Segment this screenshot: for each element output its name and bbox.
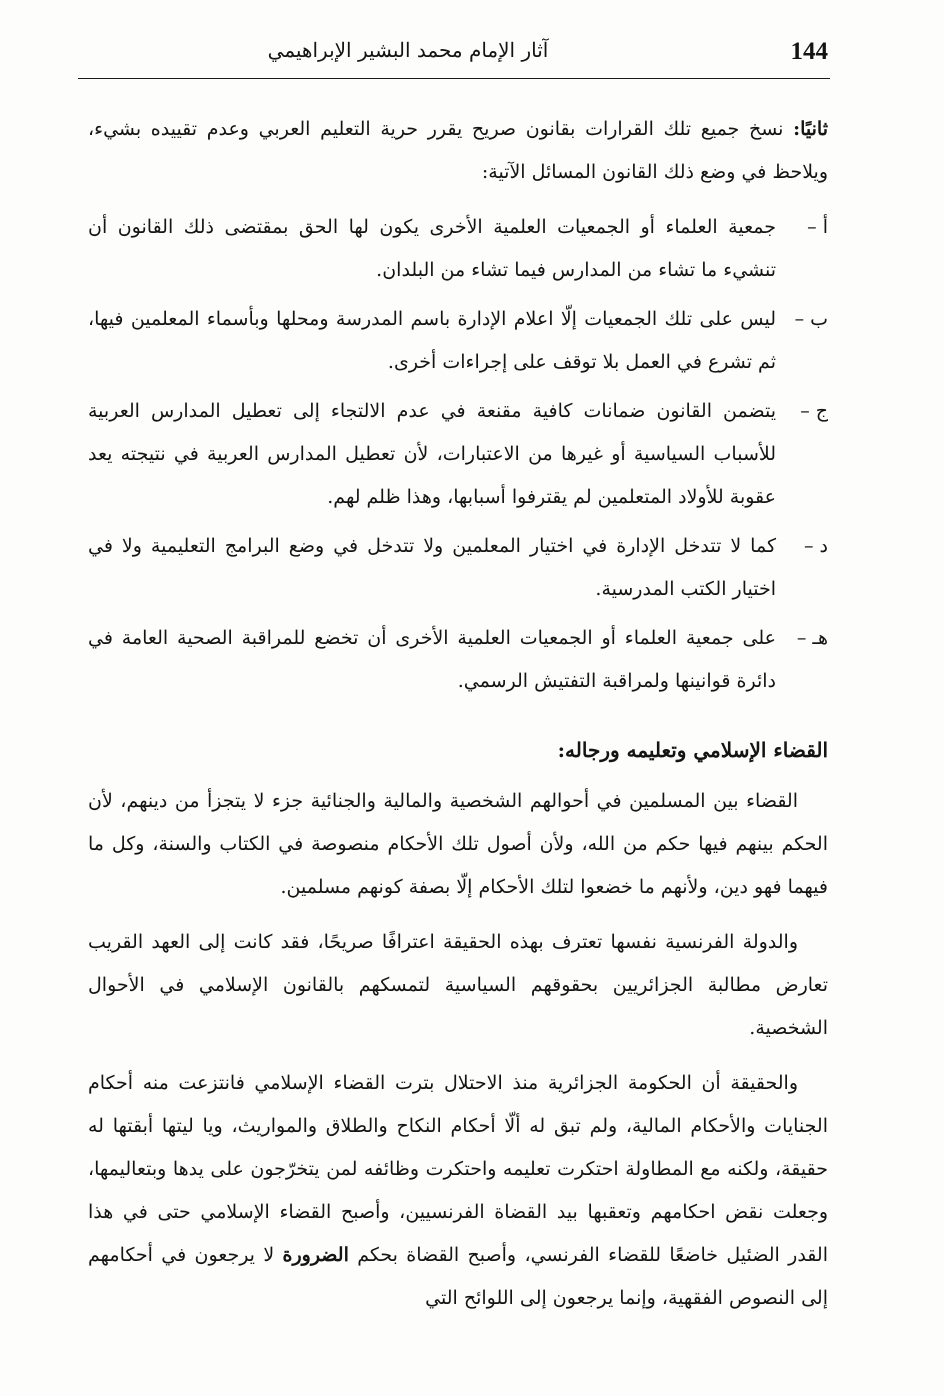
list-marker: أ – bbox=[807, 216, 828, 238]
intro-label: ثانيًا: bbox=[793, 118, 828, 140]
page-number: 144 bbox=[790, 38, 828, 65]
page-header bbox=[78, 28, 830, 79]
list-marker: ج – bbox=[800, 400, 828, 422]
intro-text: نسخ جميع تلك القرارات بقانون صريح يقرر حرية التعليم العربي وعدم تقييده بشيء، ويلاحظ في وضع ذلك القانون المسائل الآتية: bbox=[88, 118, 828, 183]
body-paragraph: والدولة الفرنسية نفسها تعترف بهذه الحقيقة اعترافًا صريحًا، فقد كانت إلى العهد القريب تعارض مطالبة الجزائريين بحقوقهم السياسية لتمسكهم بالقانون الإسلامي في الأحوال الشخصية. bbox=[88, 931, 828, 1039]
list-item bbox=[88, 525, 828, 611]
body-paragraph-last bbox=[88, 1062, 828, 1320]
list-item-text: كما لا تتدخل الإدارة في اختيار المعلمين ولا تتدخل في وضع البرامج التعليمية ولا في اختيار الكتب المدرسية. bbox=[88, 535, 776, 600]
intro-paragraph bbox=[88, 108, 828, 194]
list-marker: هـ – bbox=[796, 627, 828, 649]
list-marker: ب – bbox=[794, 308, 828, 330]
list-item-text: يتضمن القانون ضمانات كافية مقنعة في عدم الالتجاء إلى تعطيل المدارس العربية للأسباب السياسية أو غيرها من الاعتبارات، لأن تعطيل المدارس العربية في نتيجته يعد عقوبة للأولاد المتعلمين لم يقترفوا أسبابها، وهذا ظلم لهم. bbox=[88, 400, 776, 508]
list-marker: د – bbox=[803, 535, 828, 557]
running-title: آثار الإمام محمد البشير الإبراهيمي bbox=[267, 38, 549, 62]
list-item-text: جمعية العلماء أو الجمعيات العلمية الأخرى يكون لها الحق بمقتضى ذلك القانون أن تنشيء ما تشاء من المدارس فيما تشاء من البلدان. bbox=[88, 216, 776, 281]
list-item-text: ليس على تلك الجمعيات إلّا اعلام الإدارة باسم المدرسة ومحلها وبأسماء المعلمين فيها، ثم تشرع في العمل بلا توقف على إجراءات أخرى. bbox=[88, 308, 776, 373]
section-heading: القضاء الإسلامي وتعليمه ورجاله: bbox=[557, 738, 828, 762]
last-paragraph-start: والحقيقة أن الحكومة الجزائرية منذ الاحتلال بترت القضاء الإسلامي فانتزعت منه أحكام الجنايات والأحكام المالية، ولم تبق له ألّا أحكام النكاح والطلاق والمواريث، ويا ليتها أبقتها له حقيقة، ولكنه مع المطاولة احتكرت تعليمه واحتكرت وظائفه لمن يتخرّجون على يدها وبتعاليمها، وجعلت نقض احكامهم وتعقبها بيد القضاة الفرنسيين، وأصبح القضاء الإسلامي حتى في هذا القدر الضئيل خاضعًا للقضاء الفرنسي، وأصبح القضاة بحكم bbox=[88, 1072, 828, 1266]
body-paragraph: القضاء بين المسلمين في أحوالهم الشخصية والمالية والجنائية جزء لا يتجزأ من دينهم، لأن الحكم بينهم فيها حكم من الله، ولأن أصول تلك الأحكام منصوصة في الكتاب والسنة، وكل ما فيهما فهو دين، ولأنهم ما خضعوا لتلك الأحكام إلّا بصفة كونهم مسلمين. bbox=[88, 790, 828, 898]
last-paragraph-end: لا يرجعون في أحكامهم إلى النصوص الفقهية، وإنما يرجعون إلى اللوائح التي bbox=[88, 1244, 828, 1309]
list-item bbox=[88, 617, 828, 703]
page-body bbox=[88, 108, 828, 1332]
last-paragraph-bold-word: الضرورة bbox=[282, 1244, 349, 1266]
list-item-text: على جمعية العلماء أو الجمعيات العلمية الأخرى أن تخضع للمراقبة الصحية العامة في دائرة قوانينها ولمراقبة التفتيش الرسمي. bbox=[88, 627, 776, 692]
list-item bbox=[88, 390, 828, 519]
list-item bbox=[88, 206, 828, 292]
list-item bbox=[88, 298, 828, 384]
